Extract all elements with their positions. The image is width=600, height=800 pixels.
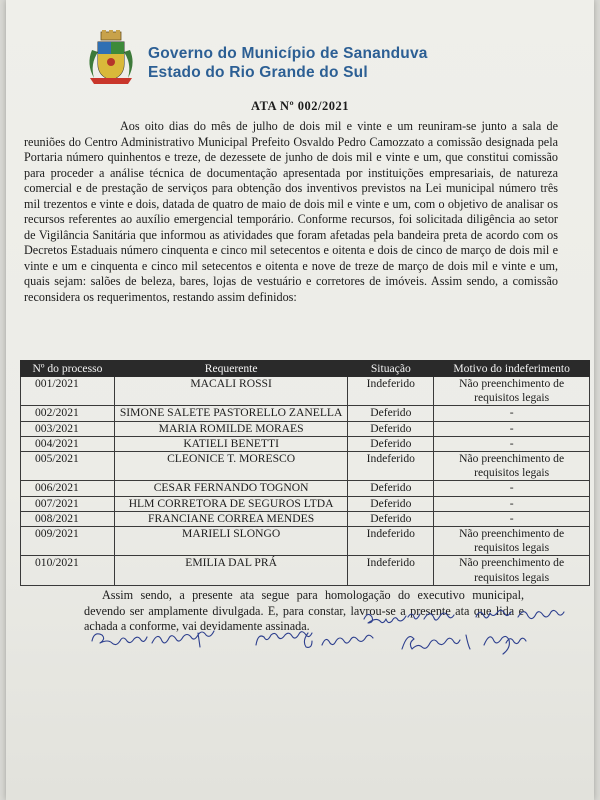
table-row (21, 481, 590, 496)
status-cell: Deferido (348, 406, 434, 421)
status-cell: Indeferido (348, 556, 434, 585)
letterhead (86, 30, 506, 90)
table-row (21, 436, 590, 451)
table-row (21, 452, 590, 481)
document-page (6, 0, 594, 800)
table-row (21, 377, 590, 406)
status-cell: Deferido (348, 436, 434, 451)
signature-area (6, 605, 594, 665)
applicant-name: HLM CORRETORA DE SEGUROS LTDA (114, 496, 347, 511)
municipal-crest-icon (86, 30, 136, 86)
header-process-number: Nº do processo (21, 361, 115, 377)
reason-cell: Não preenchimento de requisitos legais (434, 527, 590, 556)
status-cell: Indeferido (348, 452, 434, 481)
reason-cell: Não preenchimento de requisitos legais (434, 452, 590, 481)
handwritten-signatures (6, 605, 594, 665)
reason-cell: - (434, 511, 590, 526)
applicant-name: MACALI ROSSI (114, 377, 347, 406)
process-number: 006/2021 (21, 481, 115, 496)
process-number: 009/2021 (21, 527, 115, 556)
process-number: 004/2021 (21, 436, 115, 451)
applicant-name: KATIELI BENETTI (114, 436, 347, 451)
table-row (21, 421, 590, 436)
reason-cell: - (434, 481, 590, 496)
applicant-name: FRANCIANE CORREA MENDES (114, 511, 347, 526)
table-row (21, 511, 590, 526)
process-table (20, 360, 590, 586)
process-number: 010/2021 (21, 556, 115, 585)
closing-text: Assim sendo, a presente ata segue para homologação do executivo municipal, devendo ser amplamente divulgada. E, para constar, lavrou-se a presente ata que lida e achada a conforme, vai devidamente assinada. (84, 588, 524, 633)
table-row (21, 406, 590, 421)
applicant-name: MARIA ROMILDE MORAES (114, 421, 347, 436)
process-number: 001/2021 (21, 377, 115, 406)
table-row (21, 496, 590, 511)
status-cell: Indeferido (348, 527, 434, 556)
letterhead-line-1: Governo do Município de Sananduva (148, 45, 428, 62)
process-number: 007/2021 (21, 496, 115, 511)
document-title: ATA Nº 002/2021 (251, 99, 349, 113)
process-number: 002/2021 (21, 406, 115, 421)
applicant-name: MARIELI SLONGO (114, 527, 347, 556)
status-cell: Deferido (348, 511, 434, 526)
status-cell: Indeferido (348, 377, 434, 406)
table-header-row (21, 361, 590, 377)
process-number: 005/2021 (21, 452, 115, 481)
table-row (21, 527, 590, 556)
status-cell: Deferido (348, 481, 434, 496)
status-cell: Deferido (348, 496, 434, 511)
header-rejection-reason: Motivo do indeferimento (434, 361, 590, 377)
reason-cell: - (434, 496, 590, 511)
table-row (21, 556, 590, 585)
process-number: 003/2021 (21, 421, 115, 436)
process-number: 008/2021 (21, 511, 115, 526)
applicant-name: CLEONICE T. MORESCO (114, 452, 347, 481)
minutes-body-paragraph: Aos oito dias do mês de julho de dois mil e vinte e um reuniram-se junto a sala de reuniões do Centro Administrativo Municipal Prefeito Osvaldo Pedro Camozzato a comissão designada pela Portaria número quinhentos e treze, de dezessete de junho de dois mil e vinte e um, que constitui comissão para proceder a análise técnica de documentação apresentada por instituições empresariais, de natureza comercial e de prestação de serviços para obtenção dos inventivos previstos na Lei municipal número três mil trezentos e vinte e dois, datada de quatro de maio de dois mil e vinte e um, com o objetivo de analisar os recursos referentes ao auxílio emergencial temporário. Conforme recursos, foi solicitada diligência ao setor de Vigilância Sanitária que informou as atividades que foram afetadas pela bandeira preta de acordo com os Decretos Estaduais número cinquenta e cinco mil setecentos e oitenta e dois de cinco de março de dois mil e vinte e um e cinquenta e cinco mil setecentos e oitenta e nove de treze de março de dois mil e vinte e um, quais sejam: salões de beleza, bares, lojas de vestuário e corretores de imóveis. Assim sendo, a comissão reconsidera os requerimentos, restando assim definidos: (24, 119, 558, 305)
header-applicant: Requerente (114, 361, 347, 377)
applicant-name: CESAR FERNANDO TOGNON (114, 481, 347, 496)
header-status: Situação (348, 361, 434, 377)
applicant-name: SIMONE SALETE PASTORELLO ZANELLA (114, 406, 347, 421)
applicant-name: EMILIA DAL PRÁ (114, 556, 347, 585)
reason-cell: - (434, 421, 590, 436)
reason-cell: Não preenchimento de requisitos legais (434, 556, 590, 585)
status-cell: Deferido (348, 421, 434, 436)
reason-cell: Não preenchimento de requisitos legais (434, 377, 590, 406)
reason-cell: - (434, 436, 590, 451)
reason-cell: - (434, 406, 590, 421)
letterhead-line-2: Estado do Rio Grande do Sul (148, 64, 368, 81)
